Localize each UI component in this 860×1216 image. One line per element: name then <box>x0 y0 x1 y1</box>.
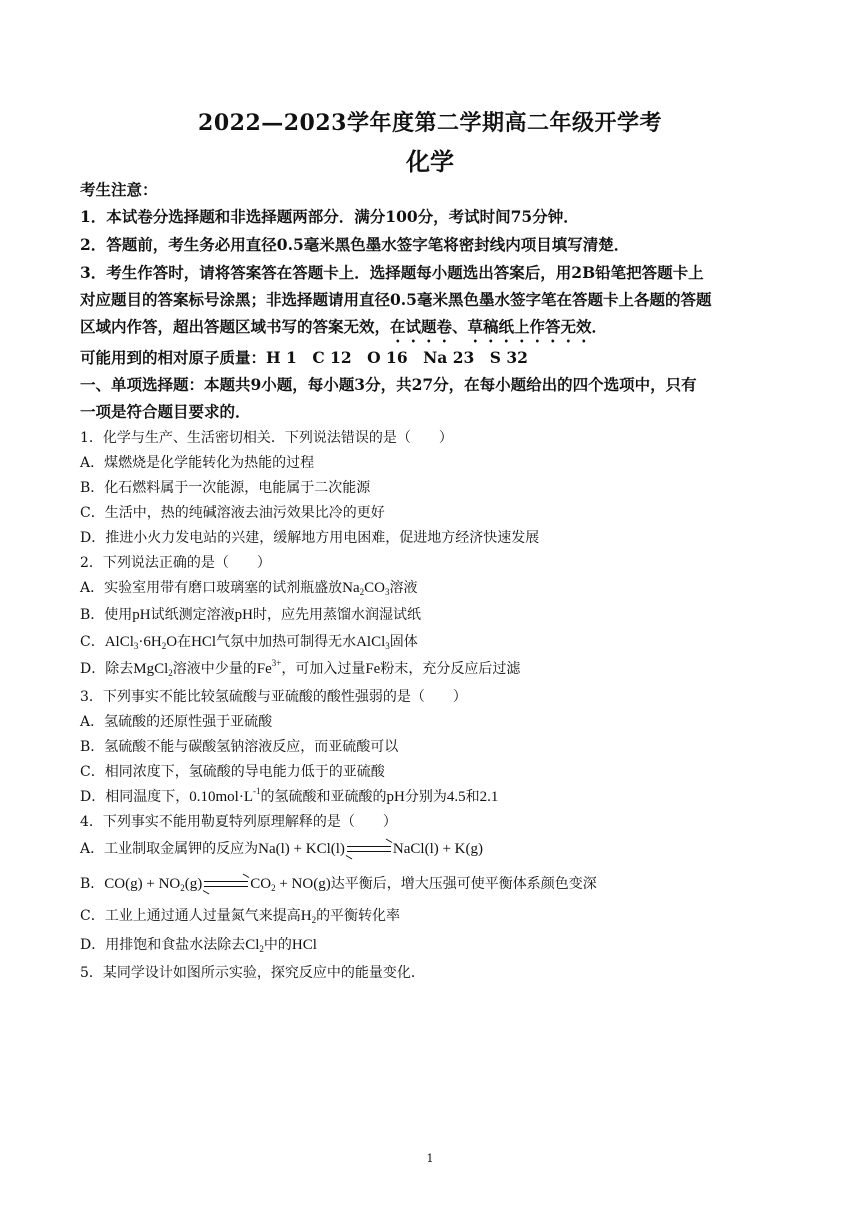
formula: $H_2$ <box>300 908 317 925</box>
question-1-option-a: A．煤燃烧是化学能转化为热能的过程 <box>80 455 315 471</box>
question-1-option-b: B．化石燃料属于一次能源，电能属于二次能源 <box>80 480 371 496</box>
question-2-stem: 2．下列说法正确的是（ ） <box>80 555 271 571</box>
formula: MgCl$_2$ <box>133 661 173 678</box>
question-1-option-d: D．推进小火力发电站的兴建，缓解地方用电困难，促进地方经济快速发展 <box>80 530 540 546</box>
option-text: A．实验室用带有磨口玻璃塞的试剂瓶盛放 <box>80 580 343 596</box>
reaction-products: NaCl(l) + K(g) <box>392 841 484 857</box>
emphasized-notice: 在试题卷、草稿纸上作答无效 <box>390 317 592 336</box>
atomic-mass-line: 可能用到的相对原子质量：H 1 C 12 O 16 Na 23 S 32 <box>80 348 528 367</box>
question-5-stem: 5．某同学设计如图所示实验，探究反应中的能量变化． <box>80 965 425 981</box>
notice-item-3-line-2: 对应题目的答案标号涂黑；非选择题请用直径0.5毫米黑色墨水签字笔在答题卡上各题的答题 <box>80 290 712 309</box>
notice-item-1: 1．本试卷分选择题和非选择题两部分．满分100分，考试时间75分钟． <box>80 207 579 226</box>
section-1-heading-line-2: 一项是符合题目要求的． <box>80 402 251 421</box>
question-3-option-c: C．相同浓度下，氢硫酸的导电能力低于的亚硫酸 <box>80 764 385 780</box>
exam-title: 2022—2023学年度第二学期高二年级开学考 <box>198 110 662 136</box>
reaction-reactants: Na(l) + KCl(l) <box>258 841 345 857</box>
question-3-option-a: A．氢硫酸的还原性强于亚硫酸 <box>80 714 273 730</box>
formula: pH <box>132 607 151 623</box>
question-4-option-b: B．$CO(g) + NO_2(g)$ $CO_2 + NO(g)$达平衡后，增大压强可使平衡体系颜色变深 <box>80 873 790 893</box>
formula: pH <box>234 607 253 623</box>
formula: Fe <box>365 661 381 677</box>
question-4-option-a: A．工业制取金属钾的反应为Na(l) + KCl(l) NaCl(l) + K(g) <box>80 838 790 858</box>
question-1-stem: 1．化学与生产、生活密切相关．下列说法错误的是（ ） <box>80 430 453 446</box>
question-4-option-c: C．工业上通过通人过量氮气来提高$H_2$的平衡转化率 <box>80 908 401 925</box>
formula: $Na_2CO_3$ <box>342 580 390 597</box>
question-1-option-c: C．生活中，热的纯碱溶液去油污效果比冷的更好 <box>80 505 385 521</box>
section-1-heading-line-1: 一、单项选择题：本题共9小题，每小题3分，共27分，在每小题给出的四个选项中，只有 <box>80 375 697 394</box>
notice-period: ． <box>591 317 608 336</box>
page-number: 1 <box>426 1152 434 1165</box>
question-4-stem: 4．下列事实不能用勒夏特列原理解释的是（ ） <box>80 814 397 830</box>
formula: HCl <box>291 937 317 953</box>
question-2-option-c: C．$AlCl_3\cdot 6H_2O$在HCl气氛中加热可制得无水AlCl$_3$固体 <box>80 634 418 651</box>
equilibrium-arrow-icon <box>347 843 391 855</box>
option-text: 溶液 <box>389 580 418 596</box>
subject-title: 化学 <box>406 147 454 176</box>
question-3-option-b: B．氢硫酸不能与碳酸氢钠溶液反应，而亚硫酸可以 <box>80 739 399 755</box>
formula: AlCl$_3$ <box>356 634 390 651</box>
formula: HCl <box>191 634 217 650</box>
formula: pH <box>386 789 405 805</box>
notice-heading: 考生注意： <box>80 180 158 199</box>
formula: $AlCl_3\cdot 6H_2O$ <box>104 634 178 651</box>
reaction-reactants: $CO(g) + NO_2(g)$ <box>104 876 203 893</box>
question-3-stem: 3．下列事实不能比较氢硫酸与亚硫酸的酸性强弱的是（ ） <box>80 689 467 705</box>
formula: $0.10mol\cdot L^{-1}$ <box>189 786 261 805</box>
equilibrium-arrow-icon <box>204 878 248 890</box>
notice-item-3-line-1: 3．考生作答时，请将答案答在答题卡上．选择题每小题选出答案后，用2B铅笔把答题卡上 <box>80 263 704 282</box>
formula: $Cl_2$ <box>245 937 264 954</box>
reaction-products: $CO_2 + NO(g)$ <box>250 876 331 893</box>
question-2-option-b: B．使用pH试纸测定溶液pH时，应先用蒸馏水润湿试纸 <box>80 607 421 623</box>
question-4-option-d: D．用排饱和食盐水法除去$Cl_2$中的HCl <box>80 937 317 954</box>
question-2-option-d: D．除去MgCl$_2$溶液中少量的$Fe^{3+}$，可加入过量Fe粉末，充分反应后过滤 <box>80 658 521 678</box>
question-3-option-d: D．相同温度下，$0.10mol\cdot L^{-1}$的氢硫酸和亚硫酸的pH分别为4.5和2.1 <box>80 786 499 805</box>
notice-text: 区域内作答，超出答题区域书写的答案无效， <box>80 317 391 336</box>
notice-item-2: 2．答题前，考生务必用直径0.5毫米黑色墨水签字笔将密封线内项目填写清楚． <box>80 235 630 254</box>
formula: $Fe^{3+}$ <box>256 658 282 677</box>
notice-item-3-line-3 <box>80 315 790 346</box>
question-2-option-a <box>80 577 790 597</box>
